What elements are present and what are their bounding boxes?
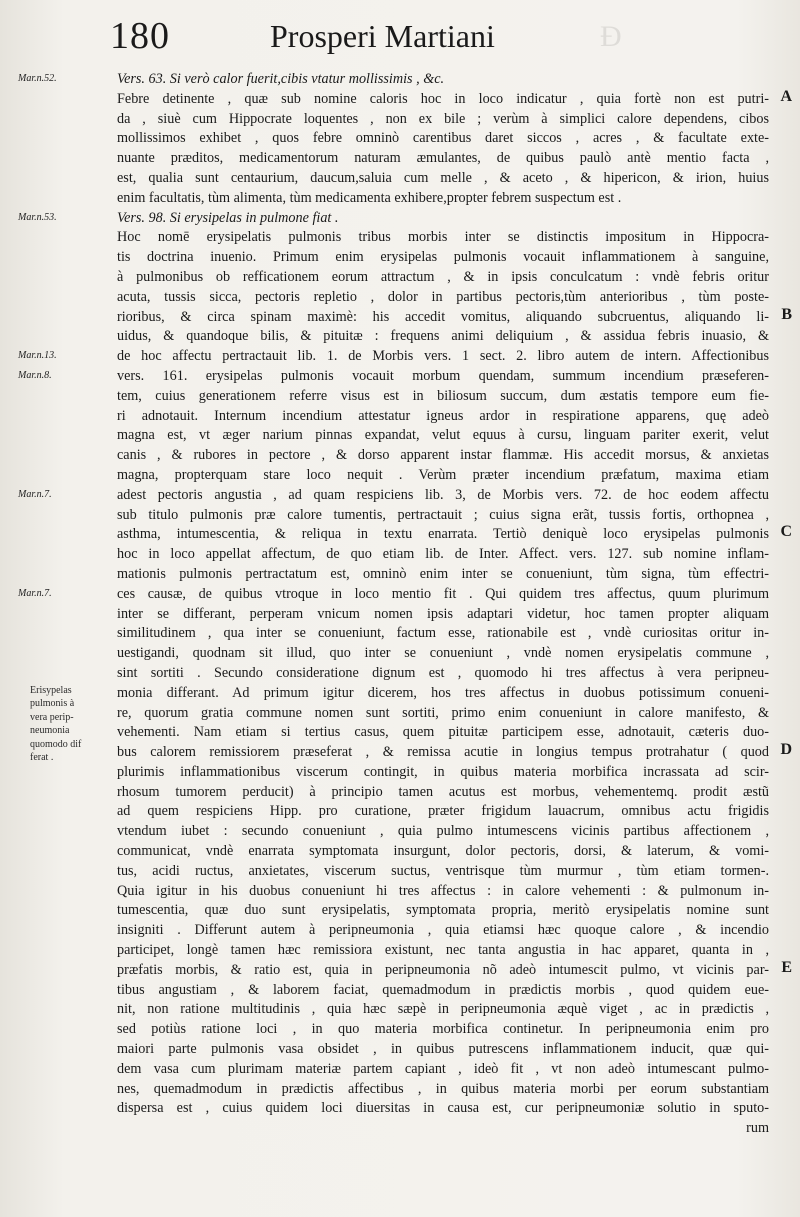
text-line: hoc in loco appellat affectum, de quo etiam lib. de Inter. Affect. vers. 127. sub nomine inflam- (117, 546, 769, 563)
text-line: rioribus, & circa spinam maximè: his accedit vomitus, aliquando subcruentus, aliquando li- (117, 308, 769, 325)
text-line: uestigandi, quodnam sit illud, quo inter se conueniunt , vndè nomen erysipelatis commune , (117, 645, 769, 662)
section-letter: B (781, 305, 792, 323)
margin-gloss-line: quomodo dif (30, 738, 82, 750)
text-line: magna est, vt æger narium pinnas expandat, velut equus à cursu, linguam pariter exerit, velut (117, 427, 769, 444)
text-line: dispersa est , cuius quidem loci diuersitas in causa est, cur peripneumoniæ solutio in sputo- (117, 1100, 769, 1117)
text-line: inter se differant, perperam vnicum nomen ipsis adaptari videtur, hoc tamen propter aliquam (117, 605, 769, 622)
page-header (110, 14, 580, 60)
text-line: acuta, tussis sicca, pectoris repletio , dolor in partibus pectoris,tùm anterioribus , tùm poste- (117, 288, 769, 305)
margin-gloss (30, 684, 110, 764)
running-title: Prosperi Martiani (270, 18, 495, 54)
page-number: 180 (110, 15, 170, 57)
verse-heading: Vers. 63. Si verò calor fuerit,cibis vtatur mollissimis , &c. (117, 71, 445, 87)
text-line: enim facultatis, tùm alimenta, tùm medicamenta exhibere,propter febrem suspectum est . (117, 189, 622, 206)
catchword: rum (746, 1120, 769, 1137)
margin-gloss-line: Erisypelas (30, 685, 72, 696)
text-line: tem, cuius generationem referre visus est in biliosum succum, dum æstatis tempore eum fie- (117, 387, 769, 404)
margin-reference: Mar.n.7. (18, 587, 52, 599)
text-line: nuante præditos, medicamentorum naturam æmulantes, de quibus paulò antè mentio facta , (117, 150, 769, 167)
text-line: à pulmonibus ob refficationem eorum attractum , & in ipsis conculcatum : vndè febris oritur (117, 268, 769, 285)
text-line: nes, quemadmodum in prædictis affectibus , in quibus materia morbi per eorum substantiam (117, 1080, 769, 1097)
margin-reference: Mar.n.13. (18, 350, 57, 362)
text-line: mationis pulmonis pertractatum est, omninò enim inter se conueniunt, tùm signa, tùm effectri- (117, 565, 769, 582)
text-line: vtendum iubet : secundo conueniunt , quia pulmo intumescens vicinis partibus affectionem , (117, 823, 769, 840)
margin-gloss-line: neumonia (30, 725, 70, 737)
text-line: sub titulo pulmonis præ calore tumentis, pertractauit ; cuius signa erãt, tussis fortis, orthopnea , (117, 506, 769, 523)
text-line: adest pectoris angustia , ad quam respiciens lib. 3, de Morbis vers. 72. de hoc eodem affectu (117, 486, 769, 503)
margin-reference: Mar.n.8. (18, 370, 52, 381)
verse-heading: Vers. 98. Si erysipelas in pulmone fiat . (117, 209, 339, 226)
section-letter: C (780, 523, 792, 541)
section-letter: A (780, 87, 792, 105)
text-line: præfatis morbis, & ratio est, quia in peripneumonia nõ adeò intumescit pulmo, vt vicinis par- (117, 961, 769, 978)
text-line: nit, non ratione multitudinis , quia hæc sæpè in peripneumonia æquè viget , ac in prædictis , (117, 1001, 769, 1018)
text-line: da , siuè cum Hippocrate loquentes , non ex bile ; verùm à simplici calore dependens, cibos (117, 110, 769, 127)
text-line: mollissimos exhibet , quos febre omninò carentibus daret siccos , acres , & facultate exte- (117, 130, 769, 147)
text-line: est, qualia sunt centaurium, daucum,saluia cum melle , & aceto , & hipericon, & irion, huius (117, 169, 769, 186)
margin-gloss-line: ferat . (30, 752, 54, 764)
text-line: insigniti . Differunt autem à peripneumonia , quia etiamsi hæc quoque calore , & incendio (117, 922, 769, 939)
body-text (117, 70, 769, 1139)
text-line: re, quorum gratia commune nomen sunt sortiti, primo enim conueniunt in calore manifesto, & (117, 704, 769, 721)
text-line: dem vasa cum plurimam materiæ partem capiant , ideò fit , vt non adeò intumescant pulmo- (117, 1060, 769, 1077)
text-line: plurimis inflammationibus viscerum contingit, in quibus materia morbifica incrassata ad scir- (117, 763, 769, 780)
margin-gloss-line: pulmonis à (30, 698, 75, 710)
text-line: ces causæ, de quibus vtroque in loco mentio fit . Qui quidem tres affectus, quum plurimum (117, 585, 769, 602)
text-line: Quia igitur in his duobus conueniunt hi tres affectus : in calore vehementi : & pulmonum in- (117, 882, 769, 899)
margin-reference: Mar.n.7. (18, 488, 52, 500)
text-line: communicat, vndè enarrata symptomata insurgunt, dolor pectoris, dorsi, & laterum, & vomi- (117, 843, 769, 860)
margin-gloss-line: vera perip- (30, 711, 74, 723)
text-line: maiori parte pulmonis vasa obsidet , in quibus putrescens inflammationem inducit, quæ qui- (117, 1041, 769, 1058)
text-line: ad quem respiciens Hipp. pro curatione, præter frigidum lauacrum, omnibus actu frigidis (117, 803, 769, 820)
text-line: asthma, intumescentia, & reliqua in textu enarrata. Tertiò deniquè loco erysipelas pulmonis (117, 526, 769, 543)
text-line: participet, longè tamen hæc remissiora existunt, nec tanta angustia in hac apparet, quanta in , (117, 942, 769, 959)
text-line: bus calorem remissiorem præseferat , & remissa acutie in longius tempus protrahatur ( quod (117, 744, 769, 761)
section-letter: E (781, 959, 792, 976)
text-line: tus, acidi ructus, anxietates, viscerum suctus, ventrisque tùm murmur , tùm etiam tormen-. (117, 862, 769, 879)
text-line: tibus angustiam , & laborem faciat, quemadmodum in prædictis morbis , quod quidem eue- (117, 981, 769, 998)
text-line: sed potiùs ratione loci , in quo materia morbifica continetur. In peripneumonia enim pro (117, 1021, 769, 1038)
text-line: sint sortiti . Secundo consideratione dignum est , quomodo hi tres affectus à vera peripneu- (117, 664, 769, 681)
text-line: similitudinem , qua inter se conueniunt, factum esse, rationabile est , vndè curiositas oritur in- (117, 625, 769, 642)
text-line: canis , & rubores in pectore , & dorso apparent instar flammæ. His accedit morsus, & anxietas (117, 447, 769, 464)
section-letter: D (780, 741, 792, 759)
text-line: vehementi. Nam etiam si tertius casus, quem pituitæ participem esse, adnotauit, cæteris duo- (117, 724, 769, 741)
text-line: rhosum tumorem perducit) à principio tamen acutus est morbus, vehementemq. prodit æstũ (117, 783, 769, 800)
text-line: tis doctrina inuenio. Primum enim erysipelas pulmonis vocauit inflammationem à sanguine, (117, 249, 769, 266)
text-line: Hoc nomē erysipelatis pulmonis tribus morbis inter se distinctis impositum in Hippocra- (117, 229, 769, 246)
text-line: ri adnotauit. Internum incendium attestatur igneus ardor in respiratione apparens, quę adeò (117, 407, 769, 424)
text-line: tumescentia, quæ duo sunt erysipelatis, symptomata propria, meritò erysipelatis nomine sunt (117, 902, 769, 919)
text-line: uidus, & quandoque bilis, & pituitæ : frequens animi deliquium , & assidua febris inuasio, & (117, 328, 769, 345)
margin-reference: Mar.n.52. (18, 73, 57, 84)
text-line: vers. 161. erysipelas pulmonis vocauit morbum quendam, summum incendium præseferen- (117, 367, 769, 384)
show-through-text: Ð (600, 20, 622, 53)
text-line: de hoc affectu pertractauit lib. 1. de Morbis vers. 1 sect. 2. libro autem de intern. Affectionibus (117, 348, 769, 365)
margin-reference: Mar.n.53. (18, 211, 57, 223)
text-line: monia differant. Ad primum igitur dicerem, hos tres affectus in duobus potissimum conueni- (117, 684, 769, 701)
text-line: magna, propterquam stare loco nequit . Verùm præter incendium præfatum, maxima etiam (117, 466, 769, 483)
text-line: Febre detinente , quæ sub nomine caloris hoc in loco indicatur , quia fortè non est putri- (117, 90, 769, 107)
